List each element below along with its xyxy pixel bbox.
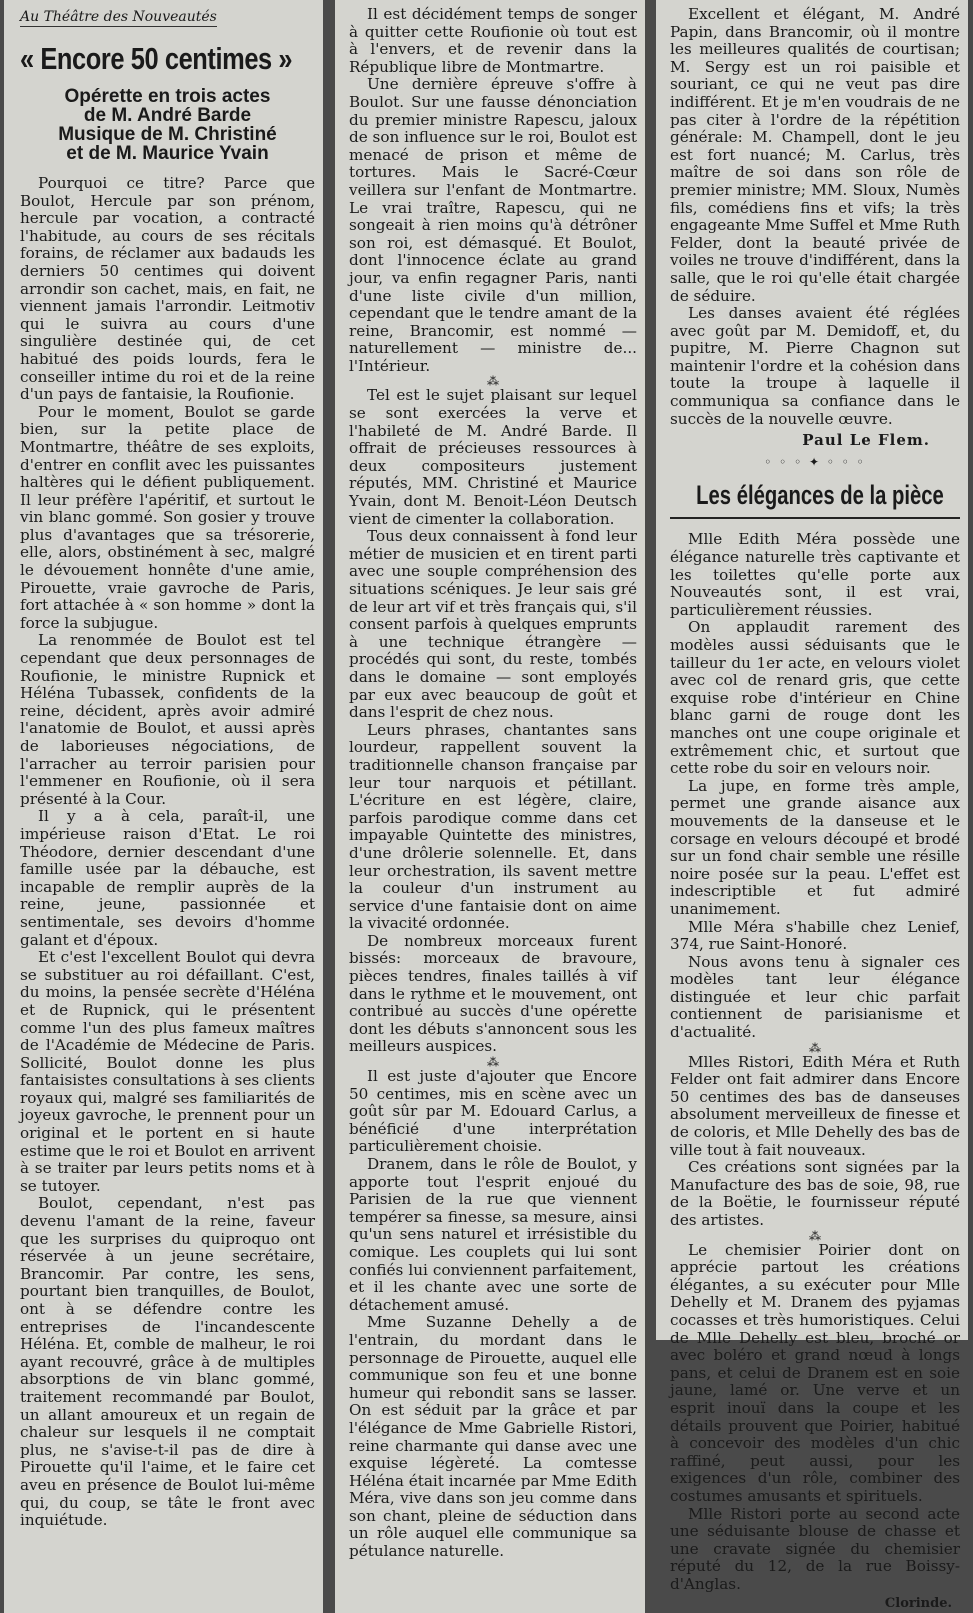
paragraph: Mlles Ristori, Edith Méra et Ruth Felder ont fait admirer dans Encore 50 centimes des bas de danseuses absolument merveilleux de finesse et de coloris, et Mlle Dehelly des bas de ville tout à fait nouveaux. <box>670 1052 960 1159</box>
paragraph: Dranem, dans le rôle de Boulot, y apporte tout l'esprit enjoué du Parisien de la rue que viennent tempérer sa finesse, sa mesure, ainsi qu'un sens naturel et irrésistible du comique. Les couplets qui lui sont confiés lui conviennent parfaitement, et il les chante avec une sorte de détachement amusé. <box>349 1155 637 1314</box>
section-stars: ⁂ <box>487 1055 499 1070</box>
paragraph: La jupe, en forme très ample, permet une grande aisance aux mouvements de la danseuse et le corsage en velours découpé et brodé sur un fond chair semble une résille noire posée sur la peau. L'effet est indescriptible et fut admiré unanimement. <box>670 776 960 918</box>
headline: « Encore 50 centimes » <box>20 41 293 76</box>
paragraph: Leurs phrases, chantantes sans lourdeur, rappellent souvent la traditionnelle chanson française par leur tour narquois et pétillant. L'écriture en est légère, claire, parfois parodique comme dans cet impayable Quintette des ministres, d'une drôlerie solennelle. Et, dans leur orchestration, ils savent mettre la couleur d'un instrument au service d'une fantaisie dont on aime la vivacité ordonnée. <box>349 720 637 933</box>
paragraph: Tous deux connaissent à fond leur métier de musicien et en tirent parti avec une souple compréhension des situations scéniques. Je leur sais gré de leur art vif et très français qui, s'il consent parfois à quelques emprunts à une technique étrangère — procédés qui sont, du reste, tombés dans le domaine — sont employés par eux avec beaucoup de goût et dans l'esprit de chez nous. <box>349 527 637 722</box>
paragraph: Une dernière épreuve s'offre à Boulot. Sur une fausse dénonciation du premier ministre Rapescu, jaloux de son influence sur le roi, Boulot est menacé de prison et même de tortures. Mais le Sacré-Cœur veillera sur l'enfant de Montmartre. Le vrai traître, Rapescu, qui ne songeait à rien moins qu'à détrôner son roi, est démasqué. Et Boulot, dont l'innocence éclate au grand jour, va enfin regagner Paris, nanti d'une liste civile d'un million, cependant que le tendre amant de la reine, Brancomir, est nommé — naturellement — ministre de... l'Intérieur. <box>349 75 637 375</box>
paragraph: Mlle Méra s'habille chez Lenief, 374, rue Saint-Honoré. <box>670 917 960 954</box>
paragraph: Mme Suzanne Dehelly a de l'entrain, du mordant dans le personnage de Pirouette, auquel elle communique son feu et une bonne humeur qui rebondit sans se lasser. On est séduit par la grâce et par l'élégance de Mme Gabrielle Ristori, reine charmante qui danse avec une exquise légèreté. La comtesse Héléna était incarnée par Mme Edith Méra, vive dans son jeu comme dans son chant, pleine de séduction dans un rôle auquel elle communique sa pétulance naturelle. <box>349 1313 637 1561</box>
paragraph: La renommée de Boulot est tel cependant que deux personnages de Roufionie, le ministre Rupnick et Héléna Tubassek, confidents de la reine, décident, après avoir admiré l'anatomie de Boulot, et aussi après de laborieuses négociations, de l'arracher au terroir parisien pour l'emmener en Roufionie, où il sera présenté à la Cour. <box>20 631 315 808</box>
author-signature: Clorinde. <box>884 1596 952 1612</box>
column-1 <box>4 0 323 1613</box>
section-stars: ⁂ <box>809 1040 821 1055</box>
paragraph: Mlle Edith Méra possède une élégance naturelle très captivante et les toilettes qu'elle porte aux Nouveautés sont, il est vrai, particulièrement réussies. <box>670 530 960 619</box>
ornament-divider: ◦ ◦ ◦ ✦ ◦ ◦ ◦ <box>764 454 866 469</box>
paragraph: Pourquoi ce titre? Parce que Boulot, Hercule par son prénom, hercule par vocation, a contracté l'habitude, au cours de ses récitals forains, de réclamer aux badauds les derniers 50 centimes qui doivent arrondir son cachet, mais, en fait, ne viennent jamais l'arrondir. Leitmotiv qui le suivra au cours d'une singulière destinée qui, de cet habitué des poids lourds, fera le conseiller intime du roi et de la reine d'un pays de fantaisie, la Roufionie. <box>20 174 315 404</box>
paragraph: Mlle Ristori porte au second acte une séduisante blouse de chasse et une cravate signée du chemisier réputé du 12, de la rue Boissy-d'Anglas. <box>670 1504 960 1593</box>
kicker: Au Théâtre des Nouveautés <box>20 9 217 25</box>
paragraph: De nombreux morceaux furent bissés: morceaux de bravoure, pièces tendres, finales taillés à vif dans le rythme et le mouvement, ont contribué au succès d'une opérette dont les débuts s'annoncent sous les meilleurs auspices. <box>349 931 637 1056</box>
paragraph: Les danses avaient été réglées avec goût par M. Demidoff, et, du pupitre, M. Pierre Chagnon sut maintenir l'ordre et la cohésion dans toute la troupe à laquelle il communiqua sa confiance dans le succès de la nouvelle œuvre. <box>670 304 960 428</box>
subtitle-line: de M. André Barde <box>83 105 252 126</box>
paragraph: Il est décidément temps de songer à quitter cette Roufionie où tout est à l'envers, et de revenir dans la République libre de Montmartre. <box>349 5 637 76</box>
subtitle <box>20 87 315 163</box>
column-3 <box>656 0 968 1612</box>
paragraph: Excellent et élégant, M. André Papin, dans Brancomir, où il montre les meilleures qualités de courtisan; M. Sergy est un roi paisible et souriant, ce qui ne veut pas dire indifférent. Et je m'en voudrais de ne pas citer à l'ordre de la répétition générale: M. Champell, dont le jeu est fort nuancé; M. Carlus, très maître de soi dans son rôle de premier ministre; MM. Sloux, Numès fils, comédiens fins et vifs; la très engageante Mme Suffel et Mme Ruth Felder, dont la beauté privée de voiles ne trouve d'indifférent, dans la salle, que le roi qu'elle était chargée de séduire. <box>670 5 960 305</box>
section-stars: ⁂ <box>487 374 499 389</box>
column-2 <box>335 0 645 1613</box>
paragraph: Ces créations sont signées par la Manufacture des bas de soie, 98, rue de la Boëtie, le fournisseur réputé des artistes. <box>670 1158 960 1229</box>
section-stars: ⁂ <box>809 1228 821 1243</box>
author-signature: Paul Le Flem. <box>802 431 930 450</box>
section-title: Les élégances de la pièce <box>696 480 944 511</box>
paragraph: Tel est le sujet plaisant sur lequel se sont exercées la verve et l'habileté de M. André Barde. Il offrait de précieuses ressources à deux compositeurs justement réputés, MM. Christiné et Maurice Yvain, dont M. Benoit-Léon Deutsch vient de cimenter la collaboration. <box>349 386 637 528</box>
paragraph: Boulot, cependant, n'est pas devenu l'amant de la reine, faveur que les surprises du quiproquo ont réservée à un jeune secrétaire, Brancomir. Par contre, les sens, pourtant bien tranquilles, de Boulot, ont à se défendre contre les entreprises de l'incandescente Héléna. Et, comble de malheur, le roi ayant recouvré, grâce à de multiples absorptions de vin blanc gommé, traitement recommandé par Boulot, un allant amoureux et un regain de chaleur sur lesquels il ne comptait plus, ne s'avise-t-il pas de dire à Pirouette qu'il l'aime, et le faire cet aveu en présence de Boulot lui-même qui, du coup, se tâte le front avec inquiétude. <box>20 1194 315 1530</box>
paragraph: Il y a à cela, paraît-il, une impérieuse raison d'Etat. Le roi Théodore, dernier descendant d'une famille usée par la débauche, est incapable de remplir auprès de la reine, jeune, passionnée et sentimentale, ses devoirs d'homme galant et d'époux. <box>20 807 315 949</box>
paragraph: Et c'est l'excellent Boulot qui devra se substituer au roi défaillant. C'est, du moins, la pensée secrète d'Héléna et de Rupnick, qui le présentent comme l'un des plus fameux maîtres de l'Académie de Médecine de Paris. Sollicité, Boulot donne les plus fantaisistes consultations à ses clients royaux qui, malgré ses familiarités de joyeux gavroche, le prennent pour un original et le portent en si haute estime que le roi et Boulot en arrivent à se traiter par leurs petits noms et à se tutoyer. <box>20 948 315 1195</box>
subtitle-line: Opérette en trois actes <box>64 86 271 107</box>
subtitle-line: Musique de M. Christiné <box>58 124 277 145</box>
subtitle-line: et de M. Maurice Yvain <box>66 143 269 164</box>
paragraph: On applaudit rarement des modèles aussi séduisants que le tailleur du 1er acte, en velours violet avec col de renard gris, que cette exquise robe d'intérieur en Chine blanc garni de rouge dont les manches ont une coupe originale et extrêmement chic, et surtout que cette robe du soir en velours noir. <box>670 618 960 778</box>
section-rule <box>670 517 960 519</box>
paragraph: Pour le moment, Boulot se garde bien, sur la petite place de Montmartre, théâtre de ses exploits, d'entrer en conflit avec les puissantes haltères qui le défient publiquement. Il leur préfère l'apéritif, et surtout le vin blanc gommé. Son gosier y trouve plus d'avantages que sa trésorerie, elle, alors, obstinément à sec, malgré le dévouement honnête d'une amie, Pirouette, vraie gavroche de Paris, fort attachée à « son homme » dont la force la subjugue. <box>20 402 315 632</box>
paragraph: Le chemisier Poirier dont on apprécie partout les créations élégantes, a su exécuter pour Mlle Dehelly et M. Dranem des pyjamas cocasses et très humoristiques. Celui de Mlle Dehelly est bleu, broché or avec boléro et grand nœud à longs pans, et celui de Dranem est en soie jaune, lamé or. Une verve et un esprit inouï dans la coupe et les détails prouvent que Poirier, habitué à concevoir des modèles d'un chic raffiné, peut aussi, pour les exigences d'un rôle, combiner des costumes amusants et spirituels. <box>670 1240 960 1505</box>
paragraph: Il est juste d'ajouter que Encore 50 centimes, mis en scène avec un goût sûr par M. Edouard Carlus, a bénéficié d'une interprétation particulièrement choisie. <box>349 1067 637 1156</box>
paragraph: Nous avons tenu à signaler ces modèles tant leur élégance distinguée et leur chic parfait contiennent de parisianisme et d'actualité. <box>670 952 960 1042</box>
